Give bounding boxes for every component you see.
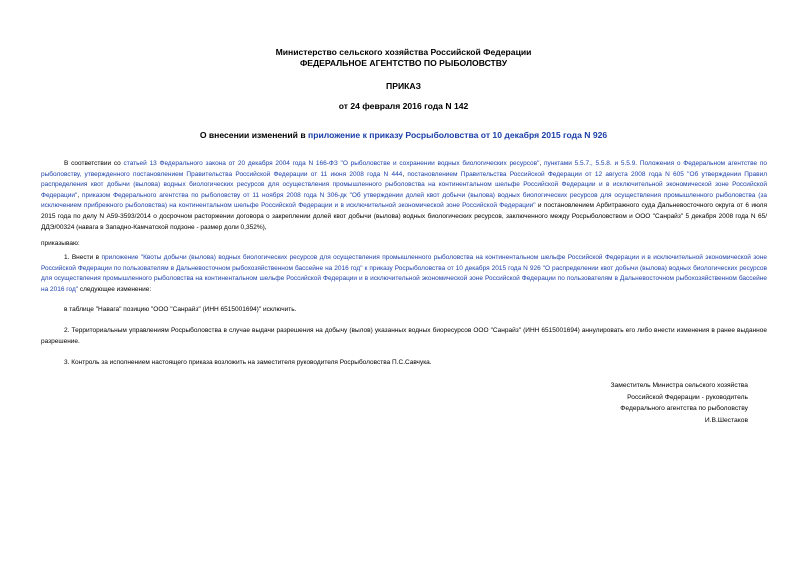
link-law-166fz[interactable]: статьей 13 Федерального закона от 20 декабря 2004 года N 166-ФЗ "О рыболовстве и сохранении водных биологических ресурсов": [123, 160, 540, 167]
preamble-text-3: ,: [402, 170, 408, 178]
item-3: [41, 358, 767, 369]
item1-text-1: 1. Внести в: [64, 254, 102, 261]
signature-block: [611, 380, 748, 426]
preamble: [41, 159, 767, 233]
document-type: ПРИКАЗ: [386, 81, 421, 91]
item-2: [41, 326, 767, 347]
preamble-text-1: В соответствии со: [64, 160, 124, 167]
item-1: [41, 253, 767, 295]
item1-text-2: следующее изменение:: [78, 285, 152, 293]
item-1-change: [41, 305, 767, 316]
document-title: [0, 130, 807, 140]
item2-text: 2. Территориальным управлениям Росрыболовства в случае выдачи разрешения на добычу (вылов) указанных водных биоресурсов ООО "Санрайз" (ИНН 6515001694) аннулировать его либо внести изменения в ранее выданное разрешение.: [41, 327, 767, 345]
item3-text: 3. Контроль за исполнением настоящего приказа возложить на заместителя руководителя Росрыболовства П.С.Савчука.: [64, 359, 432, 366]
link-appendix-926[interactable]: приложение "Квоты добычи (вылова) водных биологических ресурсов для осуществления промышленного рыболовства на континентальном шельфе Российской Федерации и в исключительной экономической зоне Российской Федерации по пользователям в Дальневосточном рыбохозяйственном бассейне на 2016 год" к приказу Росрыболовства от 10 декабря 2015 года N 926 "О распределении квот добычи (вылова) водных биологических ресурсов для осуществления промышленного рыболовства на континентальном шельфе Российской Федерации и в исключительной экономической зоне Российской Федерации по пользователям в Дальневосточном рыбохозяйственном бассейне на 2016 год": [41, 254, 767, 293]
document-date-number: от 24 февраля 2016 года N 142: [338, 101, 469, 111]
title-prefix: О внесении изменений в: [199, 130, 308, 140]
preamble-text-2: ,: [539, 160, 544, 167]
link-regulation-444[interactable]: пунктами 5.5.7., 5.5.8. и 5.5.9. Положения о Федеральном агентстве по рыболовству, утвержденного постановлением Правительства Российской Федерации от 11 июня 2008 года N 444: [41, 160, 767, 178]
preamble-text-4: ,: [77, 191, 82, 199]
signature-line-1: Заместитель Министра сельского хозяйства: [610, 382, 748, 389]
link-resolution-605[interactable]: постановлением Правительства Российской Федерации от 12 августа 2008 года N 605 "Об утверждении Правил распределения квот добычи (вылова) водных биологических ресурсов для осуществления промышленного рыболовства на континентальном шельфе Российской Федерации и в исключительной экономической зоне Российской Федерации": [41, 170, 767, 199]
signature-line-3: Федерального агентства по рыболовству: [620, 405, 748, 412]
agency-name: ФЕДЕРАЛЬНОЕ АГЕНТСТВО ПО РЫБОЛОВСТВУ: [299, 58, 508, 68]
preamble-text-5: и постановлением Арбитражного суда Дальневосточного округа от 6 июля 2015 года по делу N А59-3593/2014 о досрочном расторжении договора о закреплении долей квот добычи (вылова) водных биологических ресурсов, заключенного между Росрыболовством и ООО "Санрайз" 5 декабря 2008 года N 65/ДДЭ/00324 (навага в Западно-Камчатской подзоне - размер доли 0,352%),: [41, 202, 767, 231]
title-link[interactable]: приложение к приказу Росрыболовства от 10 декабря 2015 года N 926: [308, 130, 608, 140]
item1-change-text: в таблице "Навага" позицию "ООО "Санрайз" (ИНН 6515001694)" исключить.: [64, 306, 297, 313]
link-order-306dk[interactable]: приказом Федерального агентства по рыболовству от 11 ноября 2008 года N 306-дк "Об утверждении долей квот добычи (вылова) водных биологических ресурсов для осуществления промышленного рыболовства (за исключением прибрежного рыболовства) на континентальном шельфе Российской Федерации и в исключительной экономической зоне Российской Федерации": [41, 191, 767, 210]
signature-line-2: Российской Федерации - руководитель: [627, 393, 748, 401]
signature-name: И.В.Шестаков: [704, 416, 748, 424]
order-word: приказываю:: [41, 240, 80, 247]
ministry-name: Министерство сельского хозяйства Российской Федерации: [275, 47, 532, 57]
